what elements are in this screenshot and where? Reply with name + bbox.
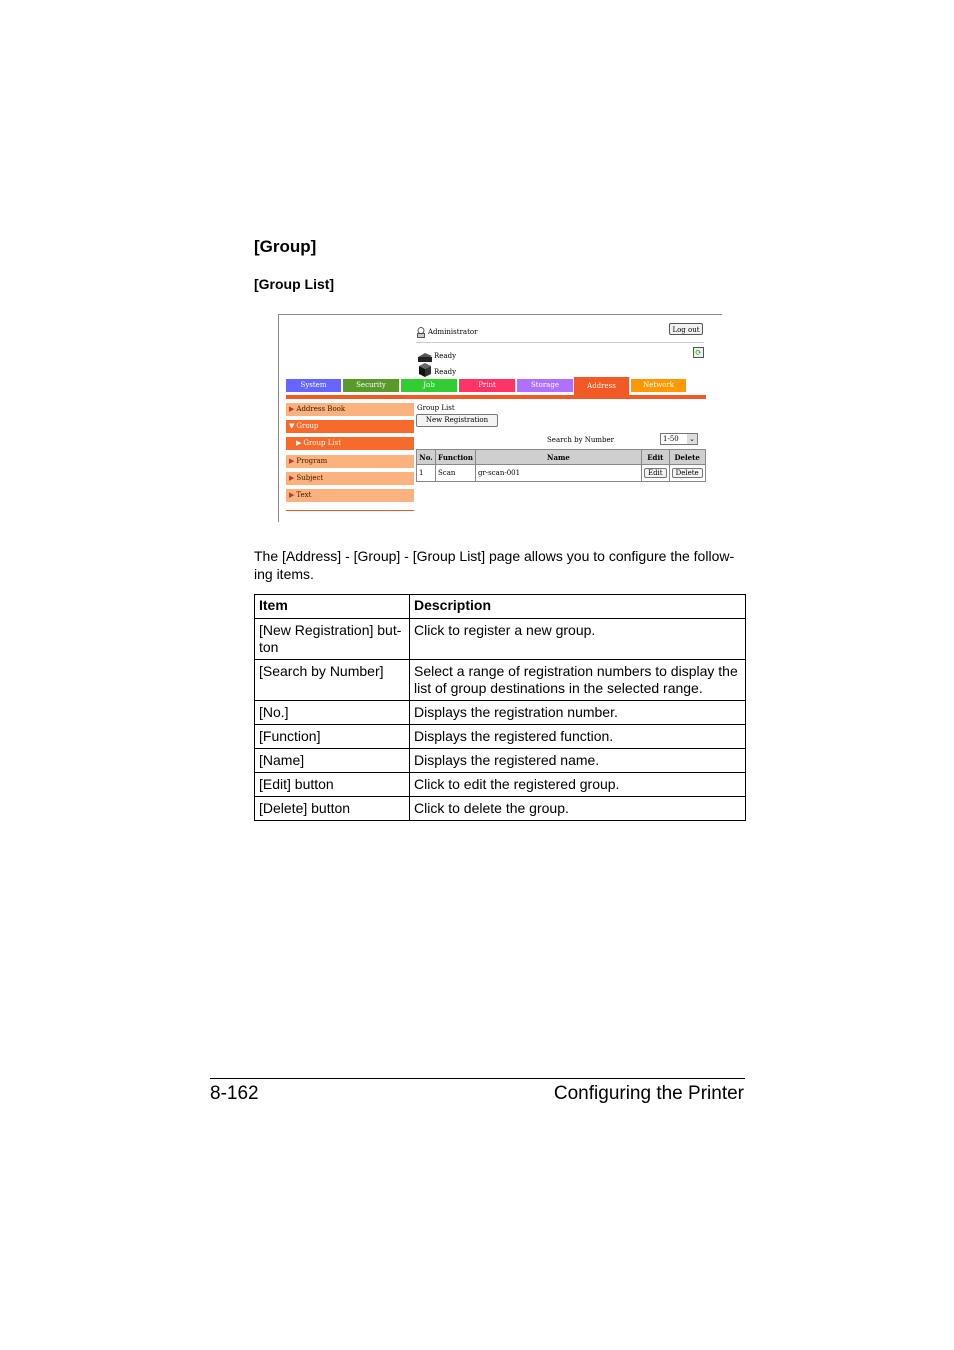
menu-address-book[interactable] [286,403,414,416]
printer-status: Ready [434,352,457,360]
menu-bottom-line [286,510,414,511]
header-description: Description [410,595,746,619]
edit-button[interactable]: Edit [644,468,667,478]
panel-border-left [278,314,279,522]
menu-arrow-icon: ▶ [289,405,295,413]
menu-subject[interactable] [286,472,414,485]
description-cell: Displays the registered name. [410,749,746,773]
header-edit: Edit [641,450,669,465]
logout-button[interactable]: Log out [669,323,703,335]
table-row [255,797,746,821]
description-table [254,594,746,821]
tab-network-label: Network [643,381,674,389]
row-edit-cell [641,465,669,482]
header-item: Item [255,595,410,619]
group-table [416,449,706,482]
search-by-number-value: 1-50 [663,435,679,443]
description-cell: Click to register a new group. [410,619,746,660]
row-no: 1 [417,465,436,482]
panel-border-top [278,314,722,315]
user-label: Administrator [428,328,478,336]
tab-system[interactable] [286,379,341,392]
header-name: Name [475,450,641,465]
new-registration-button[interactable]: New Registration [416,414,498,427]
table-row [255,773,746,797]
section-title: [Group] [254,237,317,256]
menu-text-label: Text [296,491,312,499]
table-row [255,701,746,725]
tab-job[interactable] [401,379,457,392]
description-cell: Click to delete the group. [410,797,746,821]
chapter-title: Configuring the Printer [553,1083,744,1104]
item-cell: [New Registration] but-ton [255,619,410,660]
search-by-number-label: Search by Number [547,436,615,444]
tab-storage-label: Storage [531,381,559,389]
search-by-number-select[interactable] [660,433,698,445]
intro-paragraph: The [Address] - [Group] - [Group List] page allows you to configure the follow-ing items. [254,548,735,582]
tab-underline [286,395,706,399]
item-cell: [Delete] button [255,797,410,821]
header-function: Function [436,450,476,465]
page-number: 8-162 [210,1083,259,1104]
description-cell: Displays the registered function. [410,725,746,749]
table-row [255,749,746,773]
item-cell: [Search by Number] [255,660,410,701]
table-header-row [255,595,746,619]
description-cell: Click to edit the registered group. [410,773,746,797]
page-heading: Group List [417,404,455,412]
item-cell: [Edit] button [255,773,410,797]
item-cell: [Name] [255,749,410,773]
description-cell: Displays the registration number. [410,701,746,725]
menu-program-label: Program [296,457,328,465]
row-name: gr-scan-001 [475,465,641,482]
device-status: Ready [434,368,457,376]
device-icon [417,362,433,376]
administrator-icon [416,323,427,334]
header-no: No. [417,450,436,465]
delete-button[interactable]: Delete [672,468,703,478]
divider [416,342,704,343]
table-row [255,660,746,701]
refresh-icon[interactable]: ⟳ [693,347,704,358]
tab-security[interactable] [343,379,399,392]
menu-arrow-icon: ▶ [289,474,295,482]
tab-address[interactable] [574,377,629,395]
tab-network[interactable] [631,379,686,392]
menu-group-list[interactable] [286,437,414,450]
menu-expanded-icon: ▼ [289,422,295,430]
item-cell: [Function] [255,725,410,749]
tab-system-label: System [300,381,327,389]
tab-print[interactable] [459,379,515,392]
menu-arrow-icon: ▶ [289,491,295,499]
table-row [255,725,746,749]
subsection-title: [Group List] [254,276,335,292]
menu-group[interactable] [286,420,414,433]
menu-arrow-icon: ▶ [289,457,295,465]
table-row [417,465,706,482]
tab-job-label: Job [423,381,435,389]
screenshot-panel [278,314,722,522]
table-header-row [417,450,706,465]
row-delete-cell [669,465,705,482]
row-function: Scan [436,465,476,482]
tab-storage[interactable] [517,379,573,392]
footer-rule [210,1078,745,1079]
chevron-down-icon: ⌄ [687,434,697,444]
description-cell: Select a range of registration numbers to display the list of group destinations in the selected range. [410,660,746,701]
menu-group-label: Group [296,422,319,430]
tab-print-label: Print [478,381,496,389]
menu-subject-label: Subject [296,474,324,482]
menu-program[interactable] [286,455,414,468]
header-delete: Delete [669,450,705,465]
menu-group-list-label: Group List [303,439,342,447]
menu-text[interactable] [286,489,414,502]
tab-address-label: Address [587,382,616,390]
menu-arrow-icon: ▶ [296,439,302,447]
printer-icon [417,348,433,358]
table-row [255,619,746,660]
item-cell: [No.] [255,701,410,725]
tab-security-label: Security [356,381,386,389]
menu-address-book-label: Address Book [296,405,346,413]
